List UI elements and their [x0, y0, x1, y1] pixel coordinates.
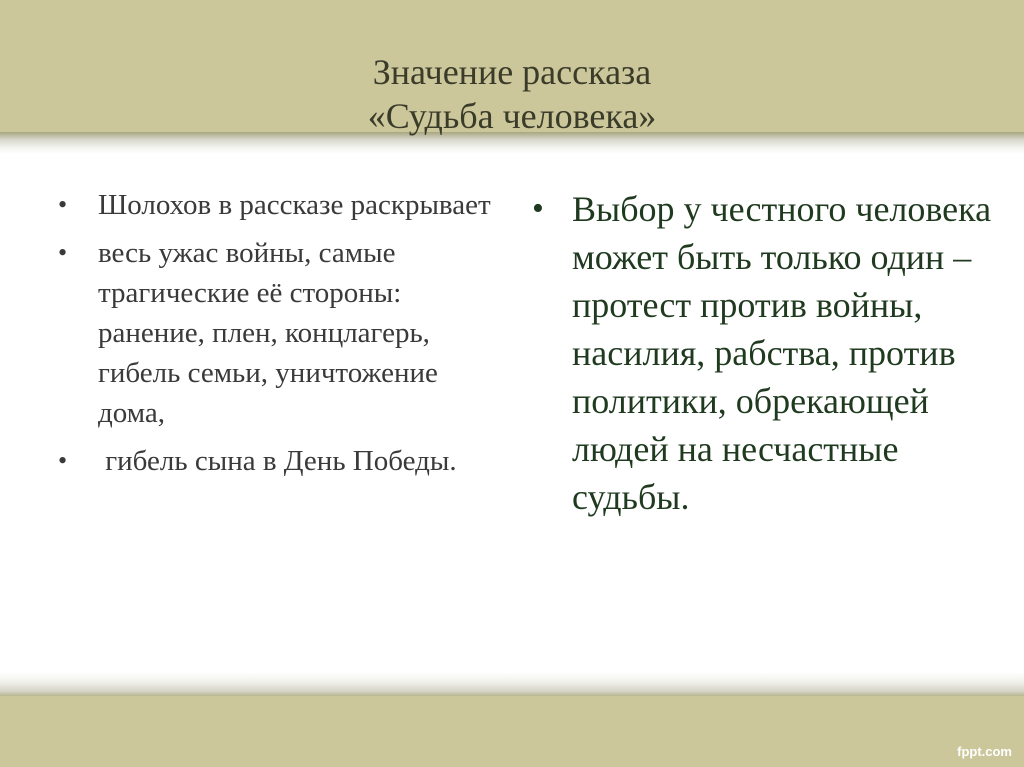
slide-title — [0, 50, 1024, 138]
right-column — [532, 185, 1002, 521]
title-line-1: Значение рассказа — [372, 52, 652, 92]
left-column — [58, 185, 508, 489]
left-item-text: весь ужас войны, самые трагические её стороны: ранение, плен, концлагерь, гибель семьи, уничтожение дома, — [98, 237, 438, 429]
bullet-icon: • — [58, 238, 68, 267]
right-item-text: Выбор у честного человека может быть только один – протест против войны, насилия, рабства, против политики, обрекающей людей на несчастные судьбы. — [572, 189, 992, 517]
bullet-icon: • — [58, 190, 68, 219]
left-list-item-2 — [58, 233, 508, 433]
watermark-logo: fppt.com — [957, 744, 1012, 759]
left-bullet-list — [58, 185, 508, 481]
bullet-icon: • — [532, 190, 544, 227]
bullet-icon: • — [58, 446, 68, 475]
footer-shadow — [0, 672, 1024, 696]
left-list-item-3 — [58, 441, 508, 481]
left-list-item-1 — [58, 185, 508, 225]
footer-band — [0, 696, 1024, 767]
right-list-item-1 — [532, 185, 1002, 521]
left-item-text: гибель сына в День Победы. — [98, 445, 457, 477]
right-bullet-list — [532, 185, 1002, 521]
title-line-2: «Судьба человека» — [367, 96, 657, 136]
left-item-text: Шолохов в рассказе раскрывает — [98, 189, 491, 221]
